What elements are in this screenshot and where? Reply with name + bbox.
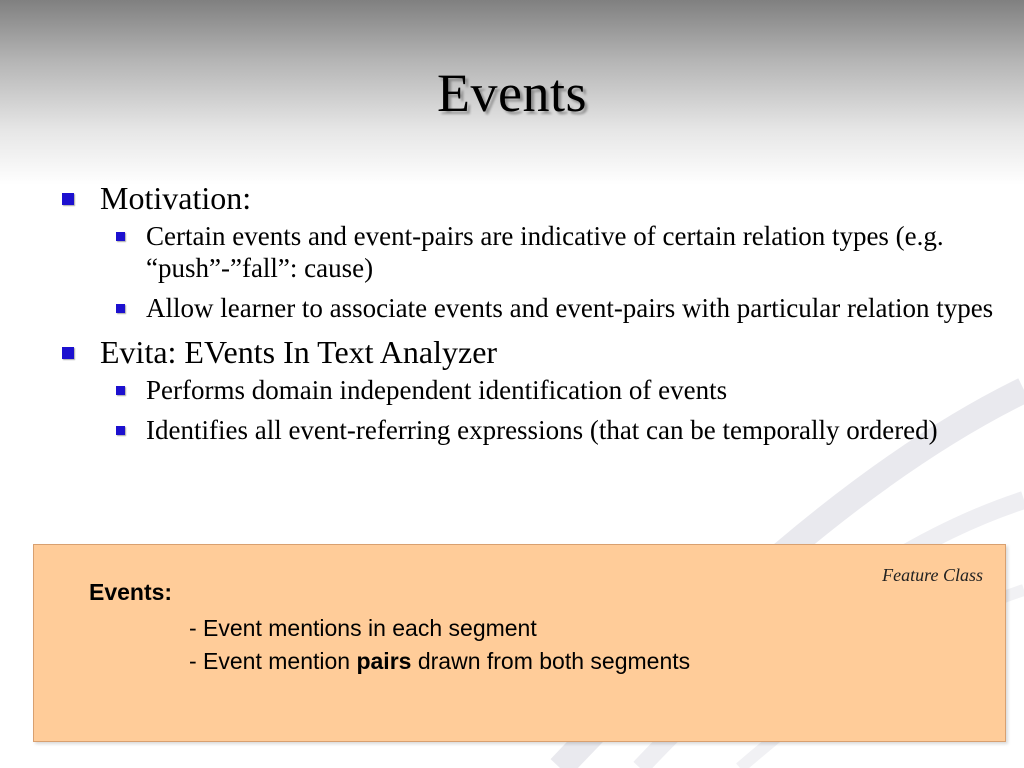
bullet-text: Motivation: [100,180,252,216]
square-bullet-icon [116,386,125,395]
sub-bullet [114,292,1012,324]
feature-class-box [33,544,1006,742]
sub-bullet [114,220,1012,284]
slide-title: Events [437,63,587,123]
feature-line-pairs [189,648,690,675]
sub-bullet [114,374,1012,406]
square-bullet-icon [62,193,74,205]
square-bullet-icon [116,426,125,435]
bullet-evita [62,332,1012,372]
square-bullet-icon [116,232,125,241]
bullet-text: Evita: EVents In Text Analyzer [100,334,498,370]
feature-line-mentions: - Event mentions in each segment [189,615,537,641]
square-bullet-icon [116,304,125,313]
bullet-list [62,178,1012,454]
feature-line-pairs-post: drawn from both segments [411,648,691,674]
feature-heading: Events: [89,579,173,605]
sub-bullet-list [114,220,1012,324]
bullet-motivation [62,178,1012,218]
sub-bullet-list [114,374,1012,446]
sub-bullet-text: Identifies all event-referring expressions (that can be temporally ordered) [146,415,938,445]
sub-bullet-text: Allow learner to associate events and event-pairs with particular relation types [146,293,994,323]
sub-bullet-text: Certain events and event-pairs are indicative of certain relation types (e.g. “push”-”fall”: cause) [146,221,944,283]
feature-line-pairs-pre: - Event mention [189,648,357,674]
sub-bullet [114,414,1012,446]
feature-class-label: Feature Class [882,565,983,585]
sub-bullet-text: Performs domain independent identification of events [146,375,728,405]
feature-line-pairs-bold: pairs [356,648,412,674]
square-bullet-icon [62,347,74,359]
